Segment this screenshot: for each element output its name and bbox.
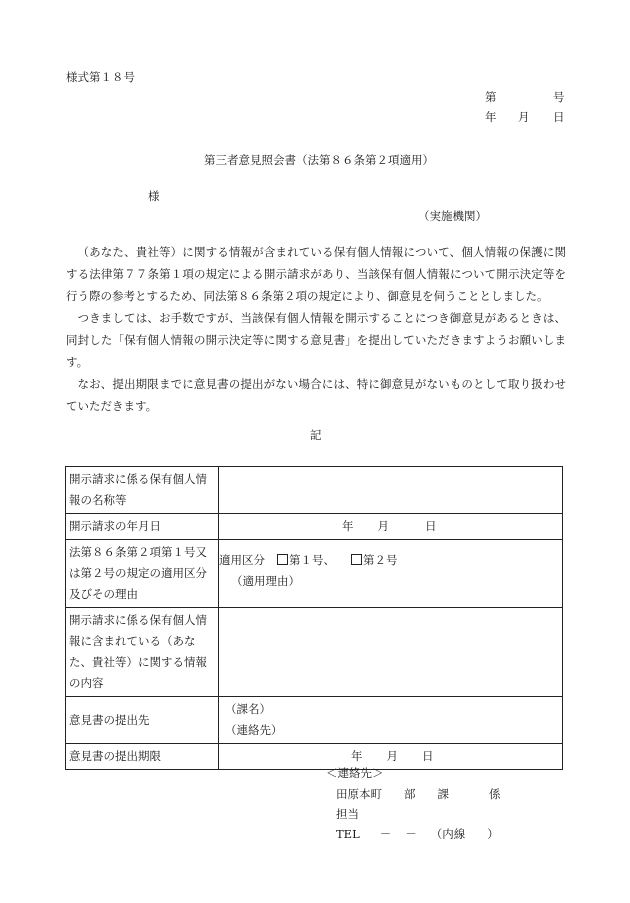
kubun-option-1: 第１号、: [289, 553, 335, 567]
contact-close: ）: [487, 827, 499, 841]
date-month: 月: [518, 110, 530, 124]
row-label-deadline: 意見書の提出期限: [66, 744, 219, 770]
table-row: [66, 514, 563, 540]
contact-tanto: 担当: [336, 807, 359, 821]
row-value-kubun: [219, 540, 563, 608]
row-label-request-date: 開示請求の年月日: [66, 514, 219, 540]
addressee-suffix: 様: [148, 189, 160, 203]
contact-bu: 部: [404, 787, 416, 801]
contact-tel: TEL: [336, 827, 360, 841]
row-label-info-content: 開示請求に係る保有個人情報に含まれている（あなた、貴社等）に関する情報の内容: [66, 608, 219, 697]
row-label-kubun: 法第８６条第２項第１号又は第２号の規定の適用区分及びその理由: [66, 540, 219, 608]
paragraph-1: （あなた、貴社等）に関する情報が含まれている保有個人情報について、個人情報の保護に関する法律第７７条第１項の規定による開示請求があり、当該保有個人情報について開示決定等を行う際の参考とするため、同法第８６条第２項の規定により、御意見を伺うこととしました。: [66, 245, 566, 303]
date-day: 日: [553, 110, 565, 124]
date-year: 年: [485, 110, 497, 124]
table-row: [66, 744, 563, 770]
request-date-day: 日: [425, 519, 437, 533]
issuer: （実施機関）: [418, 209, 487, 223]
request-date-year: 年: [342, 519, 354, 533]
contact-town: 田原本町: [336, 787, 382, 801]
deadline-day: 日: [422, 749, 434, 763]
checkbox-option-1[interactable]: [277, 554, 288, 565]
contact-ka: 課: [437, 787, 449, 801]
kubun-line: [219, 542, 559, 571]
kubun-option-2: 第２号: [363, 553, 398, 567]
row-value-info-content: [219, 608, 563, 697]
deadline-year: 年: [351, 749, 363, 763]
paragraph-3: なお、提出期限までに意見書の提出がない場合には、特に御意見がないものとして取り扱わせていただきます。: [66, 377, 566, 413]
contact-naisen: （内線: [430, 827, 466, 841]
row-label-info-name: 開示請求に係る保有個人情報の名称等: [66, 467, 219, 514]
contact-tel-line: [336, 829, 499, 841]
form-number: 様式第１８号: [66, 70, 135, 84]
submit-to-contact: （連絡先）: [225, 723, 283, 737]
document-number-dai: 第: [485, 90, 497, 104]
table-row: [66, 608, 563, 697]
contact-heading: ＜連絡先＞: [326, 766, 384, 780]
row-value-deadline: [219, 744, 563, 770]
table-row: [66, 467, 563, 514]
contact-dash-1: －: [379, 827, 392, 841]
deadline-month: 月: [386, 749, 398, 763]
submit-to-ka: （課名）: [225, 702, 271, 716]
table-row: [66, 540, 563, 608]
request-date-month: 月: [377, 519, 389, 533]
kubun-label: 適用区分: [219, 553, 265, 567]
row-value-submit-to: [219, 697, 563, 744]
table-row: [66, 697, 563, 744]
kubun-reason: （適用理由）: [231, 574, 300, 588]
ki-heading: 記: [310, 428, 322, 442]
document-title: 第三者意見照会書（法第８６条第２項適用）: [204, 153, 434, 167]
row-value-info-name: [219, 467, 563, 514]
checkbox-option-2[interactable]: [351, 554, 362, 565]
information-table: [65, 466, 563, 770]
row-value-request-date: [219, 514, 563, 540]
row-label-submit-to: 意見書の提出先: [66, 697, 219, 744]
paragraph-2: つきましては、お手数ですが、当該保有個人情報を開示することにつき御意見があるときは、同封した「保有個人情報の開示決定等に関する意見書」を提出していただきますようお願いします。: [66, 311, 566, 369]
document-number-go: 号: [553, 90, 565, 104]
contact-dash-2: －: [405, 827, 417, 841]
contact-kakari: 係: [489, 787, 501, 801]
contact-department-line: [336, 789, 501, 801]
